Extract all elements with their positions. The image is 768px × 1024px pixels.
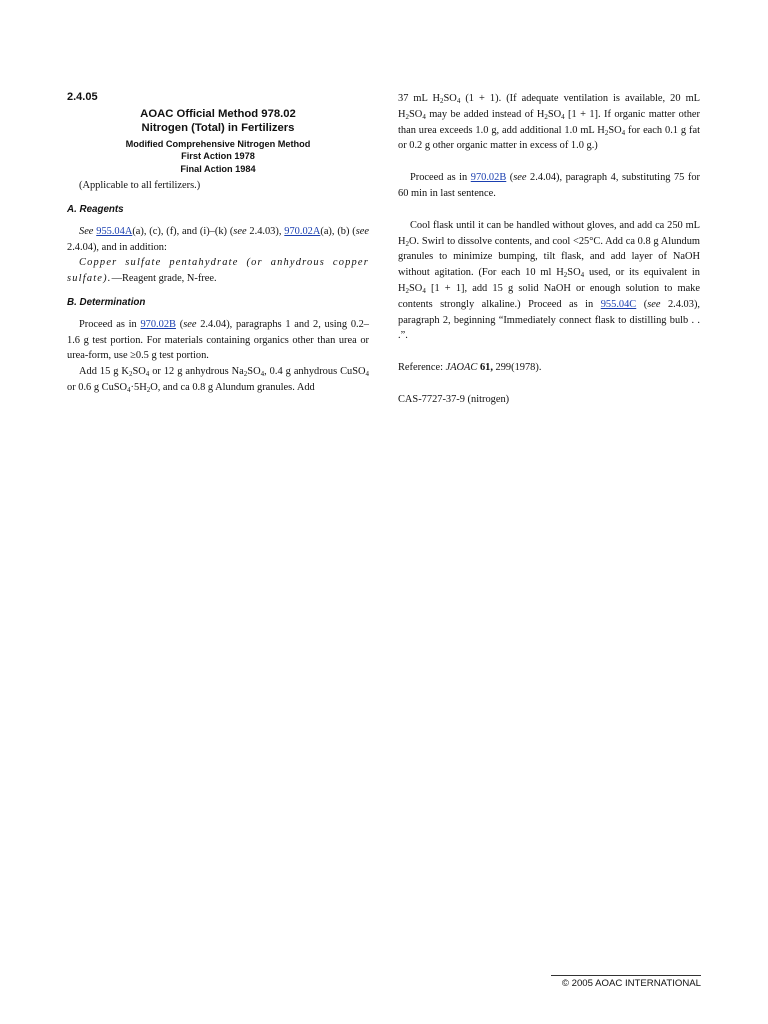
method-title: AOAC Official Method 978.02	[140, 107, 296, 120]
left-column	[67, 90, 369, 396]
copyright-footer: © 2005 AOAC INTERNATIONAL	[551, 975, 701, 989]
copper-sulfate-name: Copper sulfate pentahydrate (or anhydrous copper sulfate).	[67, 257, 369, 285]
determination-paragraph-2-start: Add 15 g $K_2SO_4$ or 12 g anhydrous $Na_2SO_4$, 0.4 g anhydrous CuSO$_4$ or 0.6 g $CuSO_4\cdot 5H_2O$, and ca 0.8 g Alundum granules. Add	[67, 366, 369, 395]
reagents-paragraph: See 955.04A(a), (c), (f), and (i)–(k) (see 2.4.03), 970.02A(a), (b) (see 2.4.04), and in addition:	[67, 225, 370, 253]
determination-heading: B. Determination	[67, 297, 146, 309]
link-970-02b-2[interactable]: 970.02B	[470, 172, 507, 184]
section-number: 2.4.05	[67, 91, 98, 103]
final-action: Final Action 1984	[180, 163, 256, 174]
reference-line: Reference: JAOAC 61, 299(1978).	[398, 362, 542, 374]
method-subject: Nitrogen (Total) in Fertilizers	[141, 121, 295, 134]
reagents-heading: A. Reagents	[67, 204, 124, 216]
determination-paragraph-3: Proceed as in 970.02B (see 2.4.04), paragraph 4, substituting 75 for 60 min in last sentence.	[398, 172, 700, 199]
method-name: Modified Comprehensive Nitrogen Method	[125, 138, 311, 149]
determination-paragraph-2-cont: 37 mL $H_2SO_4$ (1 + 1). (If adequate ventilation is available, 20 mL $H_2SO_4$ may be added instead of $H_2SO_4$ [1 + 1]. If organic matter other than urea exceeds 1.0 g, add additional 1.0 mL $H_2SO_4$ for each 0.1 g fat or 0.2 g other organic matter in excess of 1.0 g.)	[398, 93, 700, 152]
first-action: First Action 1978	[181, 151, 255, 162]
link-955-04a[interactable]: 955.04A	[96, 225, 133, 237]
applicability-note: (Applicable to all fertilizers.)	[79, 180, 201, 192]
determination-paragraph-1: Proceed as in 970.02B (see 2.4.04), paragraphs 1 and 2, using 0.2–1.6 g test portion. For materials containing organics other than urea or urea-form, use ≥0.5 g test portion.	[67, 318, 370, 362]
link-970-02a[interactable]: 970.02A	[284, 225, 321, 237]
cas-number: CAS-7727-37-9 (nitrogen)	[398, 393, 510, 405]
determination-paragraph-4: Cool flask until it can be handled without gloves, and add ca 250 mL $H_2O$. Swirl to dissolve contents, and cool <25°C. Add ca 0.8 g Alundum granules to minimize bumping, tilt flask, and add layer of NaOH without agitation. (For each 10 ml $H_2SO_4$ used, or its equivalent in $H_2SO_4$ [1 + 1], add 15 g solid NaOH or enough solution to make contents strongly alkaline.) Proceed as in 955.04C (see 2.4.03), paragraph 2, beginning “Immediately connect flask to distilling bulb . . .”.	[398, 219, 701, 342]
link-955-04c[interactable]: 955.04C	[600, 298, 637, 310]
link-970-02b[interactable]: 970.02B	[140, 318, 176, 330]
right-column	[398, 91, 700, 408]
copper-sulfate-paragraph: Copper sulfate pentahydrate (or anhydrous copper sulfate).—Reagent grade, N-free.	[67, 257, 369, 285]
